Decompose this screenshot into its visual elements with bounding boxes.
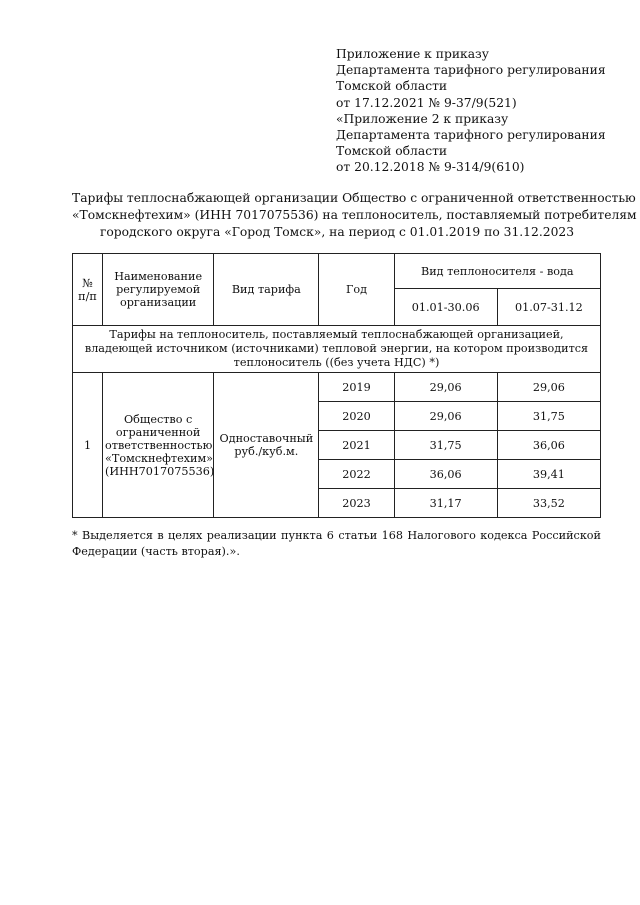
order-header [336, 46, 606, 176]
footnote [72, 528, 601, 559]
title-line: Тарифы теплоснабжающей организации Общество с ограниченной ответственностью [72, 191, 636, 205]
tariff-cell: 31,75 [497, 402, 600, 431]
footnote-line: Федерации (часть вторая).». [72, 544, 240, 558]
year-cell: 2023 [319, 489, 394, 518]
section-row [73, 326, 601, 373]
tariff-cell: 39,41 [497, 460, 600, 489]
header-line: Томской области [336, 79, 448, 94]
tariff-cell: 36,06 [394, 460, 497, 489]
tariff-cell: 31,17 [394, 489, 497, 518]
tariff-cell: 36,06 [497, 431, 600, 460]
year-cell: 2022 [319, 460, 394, 489]
header-line: от 17.12.2021 № 9-37/9(521) [336, 95, 517, 110]
header-period-1: 01.01-30.06 [394, 289, 497, 326]
header-carrier: Вид теплоносителя - вода [394, 254, 600, 289]
header-number: № п/п [73, 254, 103, 326]
tariff-cell: 29,06 [497, 373, 600, 402]
tariff-table [72, 253, 601, 518]
header-line: Приложение к приказу [336, 47, 489, 61]
row-org: Общество с ограниченной ответственностью «Томскнефтехим» (ИНН7017075536) [103, 373, 214, 518]
header-line: «Приложение 2 к приказу [336, 111, 509, 126]
tariff-cell: 29,06 [394, 373, 497, 402]
header-year: Год [319, 254, 394, 326]
title-line: «Томскнефтехим» (ИНН 7017075536) на теплоноситель, поставляемый потребителям [72, 208, 637, 222]
header-tariff-type: Вид тарифа [214, 254, 319, 326]
header-line: Томской области [336, 144, 448, 159]
tariff-cell: 31,75 [394, 431, 497, 460]
year-cell: 2021 [319, 431, 394, 460]
tariff-cell: 33,52 [497, 489, 600, 518]
header-org: Наименование регулируемой организации [103, 254, 214, 326]
tariff-cell: 29,06 [394, 402, 497, 431]
title-line: городского округа «Город Томск», на период с 01.01.2019 по 31.12.2023 [99, 225, 575, 239]
row-tariff-type: Одноставочный руб./куб.м. [214, 373, 319, 518]
table-row [73, 373, 601, 402]
header-period-2: 01.07-31.12 [497, 289, 600, 326]
table-header-row [73, 254, 601, 289]
header-line: Департамента тарифного регулирования [336, 128, 606, 143]
header-line: от 20.12.2018 № 9-314/9(610) [336, 160, 525, 175]
section-title: Тарифы на теплоноситель, поставляемый теплоснабжающей организацией, владеющей источником (источниками) тепловой энергии, на котором производится теплоноситель ((без учета НДС) *) [73, 326, 601, 373]
row-number: 1 [73, 373, 103, 518]
year-cell: 2019 [319, 373, 394, 402]
footnote-line: * Выделяется в целях реализации пункта 6 статьи 168 Налогового кодекса Российской [72, 529, 601, 542]
header-line: Департамента тарифного регулирования [336, 63, 606, 78]
year-cell: 2020 [319, 402, 394, 431]
document-title [72, 190, 637, 241]
